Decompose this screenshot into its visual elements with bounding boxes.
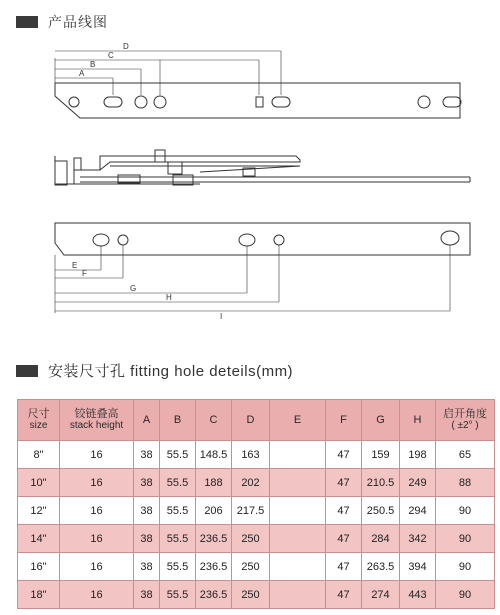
dim-label-a: A bbox=[79, 69, 85, 78]
rail-slot bbox=[272, 97, 290, 107]
cell-d: 250 bbox=[232, 553, 270, 581]
cell-h: 394 bbox=[400, 553, 436, 581]
member-hole bbox=[93, 234, 109, 246]
slide-technical-drawing bbox=[0, 38, 500, 328]
cell-size: 8" bbox=[18, 441, 60, 469]
dim-label-c: C bbox=[108, 51, 114, 60]
cell-f: 47 bbox=[326, 525, 362, 553]
cell-d: 202 bbox=[232, 469, 270, 497]
cell-size: 10" bbox=[18, 469, 60, 497]
cell-stack-height: 16 bbox=[60, 441, 134, 469]
cell-stack-height: 16 bbox=[60, 497, 134, 525]
cell-angle: 88 bbox=[436, 469, 495, 497]
heading-bar-icon bbox=[16, 16, 38, 28]
rail-hole bbox=[154, 96, 166, 108]
cell-a: 38 bbox=[134, 441, 160, 469]
dim-label-g: G bbox=[130, 284, 137, 293]
fitting-hole-table bbox=[17, 399, 495, 609]
rail-top-view bbox=[55, 51, 461, 118]
header-g: G bbox=[362, 400, 400, 441]
cell-size: 16" bbox=[18, 553, 60, 581]
cell-stack-height: 16 bbox=[60, 525, 134, 553]
cell-e bbox=[270, 553, 326, 581]
header-opening-angle: 启开角度 ( ±2° ) bbox=[436, 400, 495, 441]
cell-f: 47 bbox=[326, 441, 362, 469]
product-drawing-title: 产品线图 bbox=[48, 14, 108, 30]
cell-g: 159 bbox=[362, 441, 400, 469]
cell-h: 294 bbox=[400, 497, 436, 525]
dim-label-h: H bbox=[166, 293, 172, 302]
header-stack-height: 铰链叠高 stack height bbox=[60, 400, 134, 441]
cell-stack-height: 16 bbox=[60, 553, 134, 581]
header-e: E bbox=[270, 400, 326, 441]
cell-angle: 90 bbox=[436, 497, 495, 525]
cell-h: 443 bbox=[400, 581, 436, 609]
header-c: C bbox=[196, 400, 232, 441]
cell-b: 55.5 bbox=[160, 469, 196, 497]
cell-h: 249 bbox=[400, 469, 436, 497]
dim-label-d: D bbox=[123, 42, 129, 51]
header-a: A bbox=[134, 400, 160, 441]
cell-a: 38 bbox=[134, 581, 160, 609]
header-f: F bbox=[326, 400, 362, 441]
member-hole bbox=[118, 235, 128, 245]
cell-f: 47 bbox=[326, 553, 362, 581]
cell-g: 274 bbox=[362, 581, 400, 609]
rail-hole bbox=[69, 97, 79, 107]
cell-stack-height: 16 bbox=[60, 469, 134, 497]
cell-b: 55.5 bbox=[160, 553, 196, 581]
cell-d: 217.5 bbox=[232, 497, 270, 525]
cell-c: 236.5 bbox=[196, 525, 232, 553]
cell-angle: 90 bbox=[436, 525, 495, 553]
slide-drawing-svg bbox=[0, 38, 500, 328]
cell-e bbox=[270, 581, 326, 609]
table-row bbox=[18, 581, 495, 609]
dim-label-e: E bbox=[72, 261, 78, 270]
cell-g: 210.5 bbox=[362, 469, 400, 497]
cell-c: 148.5 bbox=[196, 441, 232, 469]
cell-f: 47 bbox=[326, 497, 362, 525]
cell-size: 14" bbox=[18, 525, 60, 553]
table-row bbox=[18, 553, 495, 581]
product-drawing-heading bbox=[16, 12, 108, 32]
cell-c: 188 bbox=[196, 469, 232, 497]
cell-f: 47 bbox=[326, 581, 362, 609]
cell-a: 38 bbox=[134, 469, 160, 497]
dim-label-b: B bbox=[90, 60, 96, 69]
fitting-hole-heading bbox=[16, 360, 293, 381]
table-row bbox=[18, 525, 495, 553]
cell-angle: 65 bbox=[436, 441, 495, 469]
cell-e bbox=[270, 441, 326, 469]
cell-angle: 90 bbox=[436, 581, 495, 609]
rail-slot bbox=[443, 97, 461, 107]
header-size: 尺寸 size bbox=[18, 400, 60, 441]
cell-angle: 90 bbox=[436, 553, 495, 581]
cell-e bbox=[270, 497, 326, 525]
member-hole bbox=[239, 234, 255, 246]
member-hole bbox=[274, 235, 284, 245]
cell-d: 250 bbox=[232, 581, 270, 609]
rail-slot bbox=[104, 97, 122, 107]
cell-h: 198 bbox=[400, 441, 436, 469]
cell-d: 163 bbox=[232, 441, 270, 469]
cell-e bbox=[270, 525, 326, 553]
cell-c: 236.5 bbox=[196, 581, 232, 609]
dim-label-i: I bbox=[220, 312, 223, 321]
cell-e bbox=[270, 469, 326, 497]
cell-a: 38 bbox=[134, 553, 160, 581]
rail-hole bbox=[418, 96, 430, 108]
fitting-hole-title: 安装尺寸孔 fitting hole deteils(mm) bbox=[48, 363, 294, 380]
header-d: D bbox=[232, 400, 270, 441]
dim-label-f: F bbox=[82, 269, 87, 278]
cell-g: 250.5 bbox=[362, 497, 400, 525]
cell-f: 47 bbox=[326, 469, 362, 497]
cell-b: 55.5 bbox=[160, 581, 196, 609]
heading-bar-icon bbox=[16, 365, 38, 377]
rail-small-slot bbox=[256, 97, 263, 107]
header-h: H bbox=[400, 400, 436, 441]
cell-b: 55.5 bbox=[160, 525, 196, 553]
cell-g: 284 bbox=[362, 525, 400, 553]
member-hole bbox=[441, 231, 459, 245]
cell-c: 236.5 bbox=[196, 553, 232, 581]
cell-stack-height: 16 bbox=[60, 581, 134, 609]
cell-b: 55.5 bbox=[160, 497, 196, 525]
cell-b: 55.5 bbox=[160, 441, 196, 469]
cell-size: 12" bbox=[18, 497, 60, 525]
header-b: B bbox=[160, 400, 196, 441]
rail-hole bbox=[135, 96, 147, 108]
table-row bbox=[18, 441, 495, 469]
table-row bbox=[18, 497, 495, 525]
cell-a: 38 bbox=[134, 497, 160, 525]
table-header-row bbox=[18, 400, 495, 441]
table-row bbox=[18, 469, 495, 497]
rail-bottom-view bbox=[55, 223, 470, 313]
cell-h: 342 bbox=[400, 525, 436, 553]
cell-c: 206 bbox=[196, 497, 232, 525]
cell-g: 263.5 bbox=[362, 553, 400, 581]
cell-d: 250 bbox=[232, 525, 270, 553]
cell-size: 18" bbox=[18, 581, 60, 609]
rail-side-profile bbox=[55, 150, 470, 185]
cell-a: 38 bbox=[134, 525, 160, 553]
